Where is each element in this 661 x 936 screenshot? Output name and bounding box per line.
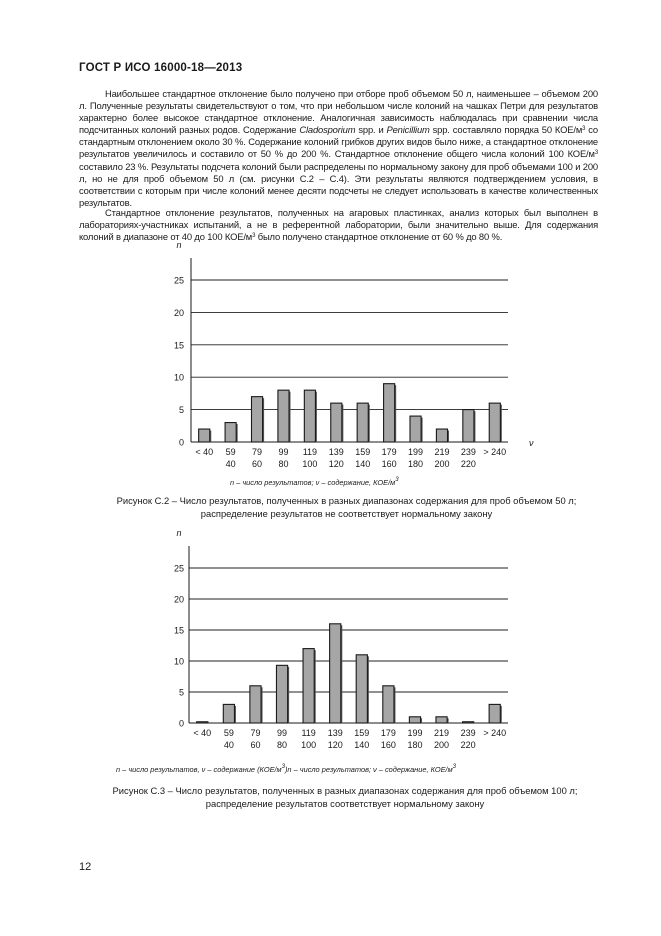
c3-bar — [463, 722, 474, 723]
c2-xtick-label-top: 119 — [302, 447, 318, 457]
c2-ytick-label-25: 25 — [173, 275, 184, 286]
figure-c2-legend-text: n – число результатов; ν – содержание, КОЕ/м — [230, 478, 396, 487]
document-header: ГОСТ Р ИСО 16000-18—2013 — [79, 62, 243, 74]
figure-c3-legend — [116, 765, 456, 774]
c3-ytick-label-25: 25 — [173, 563, 184, 574]
c3-xtick-label-bottom: 160 — [380, 740, 396, 750]
p2-text-2: было получено стандартное отклонение от 60 % до 80 %. — [255, 231, 503, 243]
p2-superscript-1: 3 — [252, 233, 256, 240]
c2-ytick-label-20: 20 — [173, 307, 184, 318]
c3-xtick-label-top: 159 — [354, 728, 370, 738]
p1-italic-cladosporium: Cladosporium — [299, 124, 356, 136]
p1-italic-penicillium: Penicillium — [386, 124, 430, 136]
c2-xtick-label-bottom: 220 — [460, 459, 476, 469]
c2-xtick-label-top: 239 — [460, 447, 476, 457]
c2-xtick-label-bottom: 80 — [278, 459, 289, 469]
c3-ytick-label-15: 15 — [173, 625, 184, 636]
c3-xtick-label-top: > 240 — [483, 728, 507, 738]
p1-text-4: со стандартным отклонением около 30 %. Содержание колоний грибков других видов было ниже, а стандартное отклонение результатов увеличилось и составило от 50 % до 200 %. Стандартное отклонение общего числа колоний 100 КОЕ/м — [79, 124, 598, 160]
figure-c3-legend-sup-2: 3 — [452, 764, 456, 770]
c2-xtick-label-top: > 240 — [483, 447, 507, 457]
c3-ytick-label-0: 0 — [178, 718, 184, 729]
c3-xtick-label-top: 99 — [277, 728, 288, 738]
c3-xtick-label-top: 219 — [434, 728, 450, 738]
c2-xtick-label-bottom: 140 — [355, 459, 371, 469]
c3-xtick-label-bottom: 220 — [460, 740, 476, 750]
c2-ytick-label-5: 5 — [178, 405, 184, 416]
c3-xtick-label-top: 199 — [407, 728, 423, 738]
c3-y-axis-label: n — [176, 528, 182, 538]
c3-ytick-label-10: 10 — [173, 656, 184, 667]
c3-bar — [303, 649, 314, 723]
c3-ytick-label-20: 20 — [173, 594, 184, 605]
c3-xtick-label-bottom: 200 — [434, 740, 450, 750]
c2-ytick-label-15: 15 — [173, 340, 184, 351]
figure-c3-caption — [85, 785, 605, 810]
c3-bar — [197, 722, 208, 723]
c2-xtick-label-bottom: 40 — [225, 459, 236, 469]
c3-xtick-label-bottom: 80 — [277, 740, 288, 750]
c3-xtick-label-bottom: 120 — [327, 740, 343, 750]
c3-ytick-label-5: 5 — [178, 687, 184, 698]
figure-c3-caption-line-2: распределение результатов соответствует нормальному закону — [205, 797, 485, 809]
c2-xtick-label-top: 99 — [278, 447, 289, 457]
p2-text-1: Стандартное отклонение результатов, полученных на агаровых пластинках, анализ которых был выполнен в лабораториях-участниках испытаний, а не в референтной лаборатории, были значительно выше. Для содержания колоний в диапазоне от 40 до 100 КОЕ/м — [79, 207, 598, 243]
c2-x-axis-label: ν — [529, 438, 534, 448]
figure-c2-legend-sup: 3 — [395, 477, 399, 483]
c3-xtick-label-bottom: 180 — [407, 740, 423, 750]
c2-xtick-label-top: 199 — [408, 447, 424, 457]
c3-bar — [383, 686, 394, 723]
c2-xtick-label-top: 79 — [252, 447, 263, 457]
c2-xtick-label-bottom: 120 — [328, 459, 344, 469]
c3-xtick-label-top: 179 — [380, 728, 396, 738]
c3-bar — [223, 704, 234, 723]
c3-xtick-label-top: 59 — [223, 728, 234, 738]
c3-bar — [250, 686, 261, 723]
c3-xtick-label-top: 239 — [460, 728, 476, 738]
c3-xtick-label-top: 79 — [250, 728, 261, 738]
c2-xtick-label-bottom: 180 — [408, 459, 424, 469]
c3-xtick-label-bottom: 60 — [250, 740, 261, 750]
c3-bar — [276, 665, 287, 723]
c2-ytick-label-0: 0 — [178, 437, 184, 448]
c3-bar — [409, 717, 420, 723]
c2-xtick-label-top: 59 — [225, 447, 236, 457]
c3-bar — [436, 717, 447, 723]
p1-text-1: Наибольшее стандартное отклонение было получено при отборе проб объемом 50 л, наименьшее – объемом 200 л. Полученные результаты свидетельствуют о том, что при небольшом числе колоний на чашках Петри для результатов характерно более высокое стандартное отклонение. Аналогичная зависимость наблюдалась при сравнении числа подсчитанных колоний разных родов. Содержание — [79, 88, 598, 136]
p1-superscript-2: 3 — [594, 150, 598, 157]
c2-xtick-label-bottom: 160 — [381, 459, 397, 469]
page-number: 12 — [79, 861, 92, 873]
c3-xtick-label-top: < 40 — [193, 728, 212, 738]
p1-text-3: spp. составляло порядка 50 КОЕ/м — [429, 124, 583, 136]
figure-c2-caption-line-2: распределение результатов не соответствует нормальному закону — [200, 507, 493, 519]
c2-xtick-label-top: < 40 — [195, 447, 214, 457]
c2-ytick-label-10: 10 — [173, 372, 184, 383]
c3-xtick-label-bottom: 100 — [301, 740, 317, 750]
figure-c3-caption-line-1: Рисунок С.3 – Число результатов, полученных в разных диапазонах содержания для проб объемом 100 л; — [112, 785, 578, 796]
figure-c3-legend-text-a: n – число результатов, ν – содержание (КОЕ/м — [116, 765, 282, 774]
c3-bar — [356, 655, 367, 723]
p1-text-5: составило 23 %. Результаты подсчета колоний были распределены по нормальному закону для проб объемами 100 и 200 л, но не для проб объемом 50 л (см. рисунки С.2 – С.4). Эти результаты являются подтверждением условия, в соответствии с которым при числе колоний менее десяти подсчеты не следует использовать в качестве количественных результатов. — [79, 160, 598, 208]
c2-xtick-label-top: 159 — [355, 447, 371, 457]
figure-c3-legend-sup-1: 3 — [281, 764, 285, 770]
c3-xtick-label-bottom: 40 — [223, 740, 234, 750]
p1-text-2: spp. и — [355, 124, 387, 136]
c2-xtick-label-top: 179 — [381, 447, 397, 457]
c3-bar — [489, 704, 500, 723]
c2-xtick-label-top: 219 — [434, 447, 450, 457]
c2-xtick-label-bottom: 200 — [434, 459, 450, 469]
c3-bar — [330, 624, 341, 723]
c2-y-axis-label: n — [176, 240, 182, 250]
figure-c3-legend-text-b: )n – число результатов; ν – содержание, КОЕ/м — [284, 765, 453, 774]
c2-xtick-label-bottom: 60 — [252, 459, 263, 469]
figure-c2-caption-line-1: Рисунок С.2 – Число результатов, полученных в разных диапазонах содержания для проб объемом 50 л; — [116, 495, 577, 506]
c2-xtick-label-top: 139 — [328, 447, 344, 457]
c3-xtick-label-top: 139 — [327, 728, 343, 738]
p1-superscript-1: 3 — [582, 126, 586, 133]
c3-xtick-label-top: 119 — [301, 728, 316, 738]
c3-xtick-label-bottom: 140 — [354, 740, 370, 750]
c2-xtick-label-bottom: 100 — [302, 459, 318, 469]
